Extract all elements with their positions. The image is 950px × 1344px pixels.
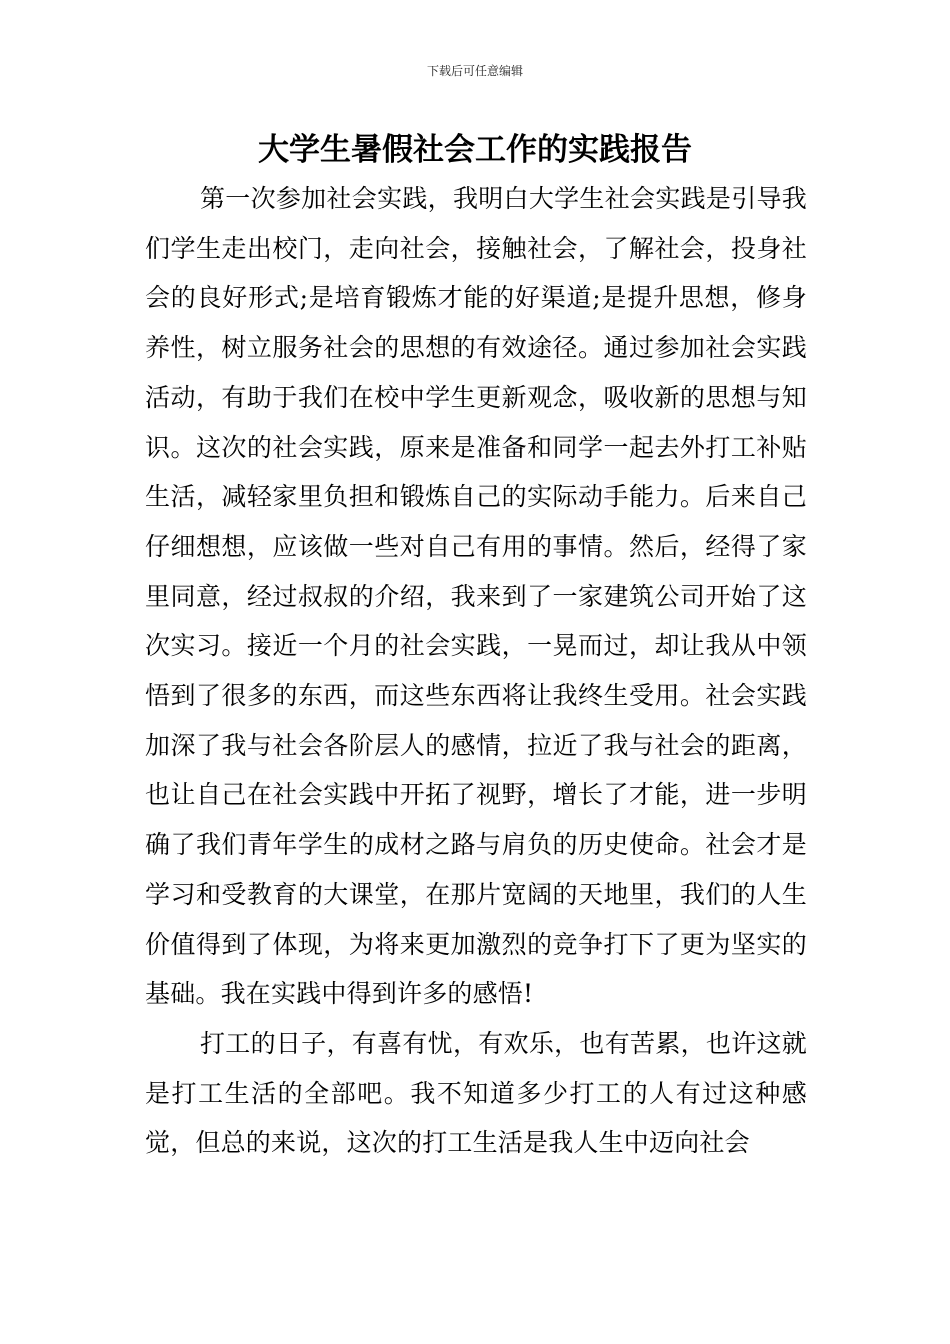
- document-title: 大学生暑假社会工作的实践报告: [258, 132, 692, 168]
- paragraph: 第一次参加社会实践，我明白大学生社会实践是引导我们学生走出校门，走向社会，接触社会，了解社会，投身社会的良好形式;是培育锻炼才能的好渠道;是提升思想，修身养性，树立服务社会的思想的有效途径。通过参加社会实践活动，有助于我们在校中学生更新观念，吸收新的思想与知识。这次的社会实践，原来是准备和同学一起去外打工补贴生活，减轻家里负担和锻炼自己的实际动手能力。后来自己仔细想想，应该做一些对自己有用的事情。然后，经得了家里同意，经过叔叔的介绍，我来到了一家建筑公司开始了这次实习。接近一个月的社会实践，一晃而过，却让我从中领悟到了很多的东西，而这些东西将让我终生受用。社会实践加深了我与社会各阶层人的感情，拉近了我与社会的距离，也让自己在社会实践中开拓了视野，增长了才能，进一步明确了我们青年学生的成材之路与肩负的历史使命。社会才是学习和受教育的大课堂，在那片宽阔的天地里，我们的人生价值得到了体现，为将来更加激烈的竞争打下了更为坚实的基础。我在实践中得到许多的感悟!: [145, 184, 807, 1009]
- page-header-note: 下载后可任意编辑: [426, 64, 523, 78]
- document-body: [145, 174, 807, 1168]
- paragraph: 打工的日子，有喜有忧，有欢乐，也有苦累，也许这就是打工生活的全部吧。我不知道多少打工的人有过这种感觉，但总的来说，这次的打工生活是我人生中迈向社会: [145, 1028, 807, 1158]
